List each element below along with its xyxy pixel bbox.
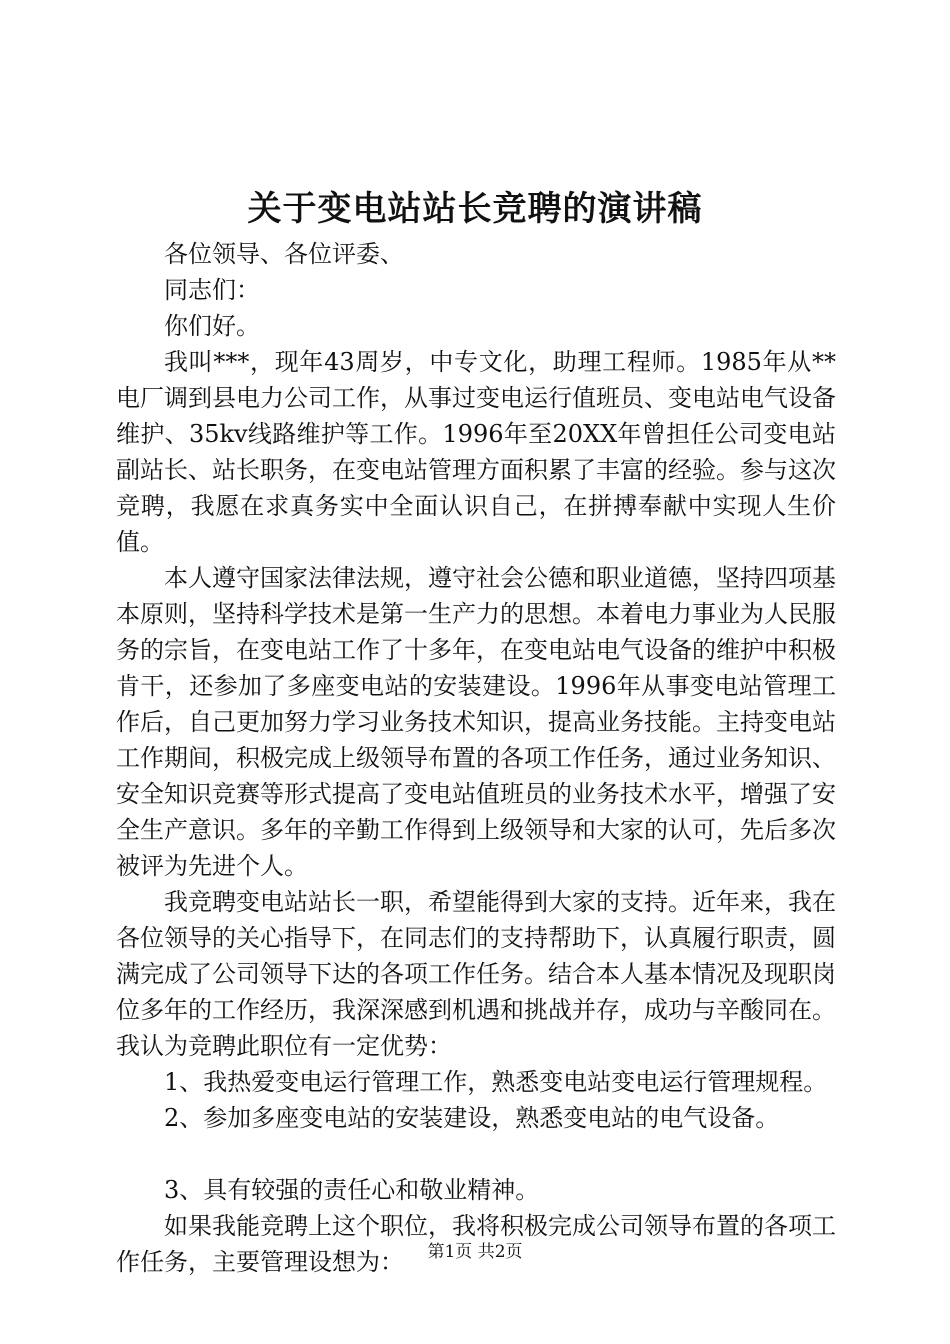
paragraph-salutation-2: 同志们： [164,276,260,304]
paragraph-introduction: 我叫***，现年43周岁，中专文化，助理工程师。1985年从**电厂调到县电力公司工作，从事过变电运行值班员、变电站电气设备维护、35kv线路维护等工作。1996年至20XX年曾担任公司变电站副站长、站长职务，在变电站管理方面积累了丰富的经验。参与这次竞聘，我愿在求真务实中全面认识自己，在拼搏奉献中实现人生价值。 [116,348,836,556]
paragraph-background: 本人遵守国家法律法规，遵守社会公德和职业道德，坚持四项基本原则，坚持科学技术是第一生产力的思想。本着电力事业为人民服务的宗旨，在变电站工作了十多年，在变电站电气设备的维护中积极肯干，还参加了多座变电站的安装建设。1996年从事变电站管理工作后，自己更加努力学习业务技术知识，提高业务技能。主持变电站工作期间，积极完成上级领导布置的各项工作任务，通过业务知识、安全知识竞赛等形式提高了变电站值班员的业务技术水平，增强了安全生产意识。多年的辛勤工作得到上级领导和大家的认可，先后多次被评为先进个人。 [116,564,836,880]
paragraph-plans: 如果我能竞聘上这个职位，我将积极完成公司领导布置的各项工作任务，主要管理设想为： [116,1212,836,1276]
document-body [116,236,836,1280]
paragraph-advantage-3: 3、具有较强的责任心和敬业精神。 [164,1176,540,1204]
page-footer: 第1页 共2页 [427,1242,523,1262]
paragraph-salutation-1: 各位领导、各位评委、 [164,240,404,268]
paragraph-advantage-1: 1、我热爱变电运行管理工作，熟悉变电站变电运行管理规程。 [164,1068,828,1096]
paragraph-motivation: 我竞聘变电站站长一职，希望能得到大家的支持。近年来，我在各位领导的关心指导下，在同志们的支持帮助下，认真履行职责，圆满完成了公司领导下达的各项工作任务。结合本人基本情况及现职岗位多年的工作经历，我深深感到机遇和挑战并存，成功与辛酸同在。我认为竞聘此职位有一定优势： [116,888,836,1060]
paragraph-greeting: 你们好。 [164,312,260,340]
document-title: 关于变电站站长竞聘的演讲稿 [247,189,703,229]
paragraph-advantage-2: 2、参加多座变电站的安装建设，熟悉变电站的电气设备。 [164,1104,780,1132]
